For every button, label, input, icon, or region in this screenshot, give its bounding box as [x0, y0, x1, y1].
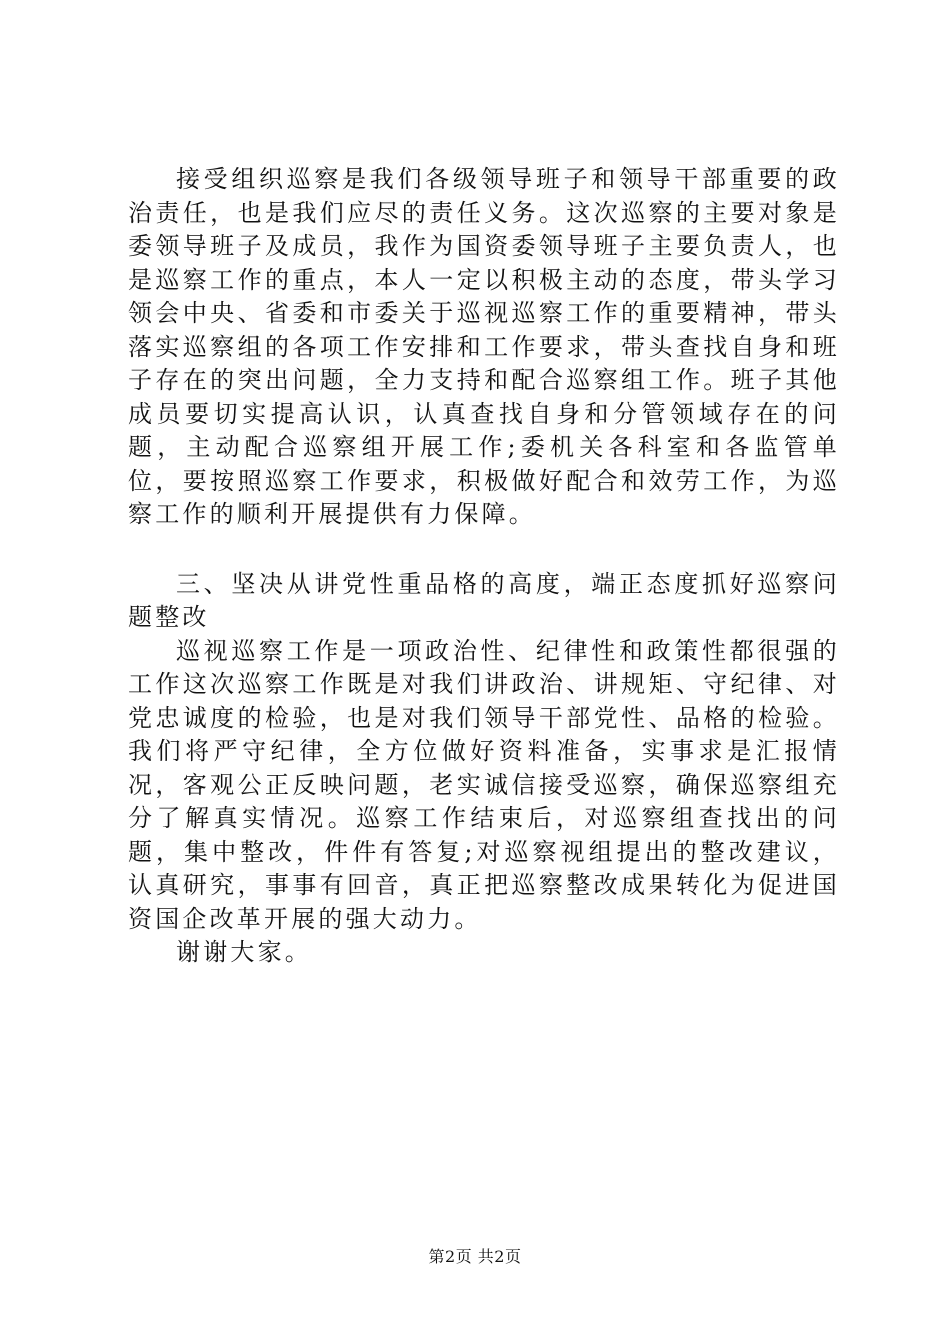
page-number-footer: 第2页 共2页 [428, 1247, 522, 1266]
paragraph-rectification: 巡视巡察工作是一项政治性、纪律性和政策性都很强的工作这次巡察工作既是对我们讲政治、讲规矩、守纪律、对党忠诚度的检验，也是对我们领导干部党性、品格的检验。我们将严守纪律，全方位做好资料准备，实事求是汇报情况，客观公正反映问题，老实诚信接受巡察，确保巡察组充分了解真实情况。巡察工作结束后，对巡察组查找出的问题，集中整改，件件有答复;对巡察视组提出的整改建议，认真研究，事事有回音，真正把巡察整改成果转化为促进国资国企改革开展的强大动力。 [128, 636, 840, 933]
section-heading-three: 三、坚决从讲党性重品格的高度，端正态度抓好巡察问题整改 [128, 569, 840, 631]
paragraph-inspection-responsibility: 接受组织巡察是我们各级领导班子和领导干部重要的政治责任，也是我们应尽的责任义务。这次巡察的主要对象是委领导班子及成员，我作为国资委领导班子主要负责人，也是巡察工作的重点，本人一定以积极主动的态度，带头学习领会中央、省委和市委关于巡视巡察工作的重要精神，带头落实巡察组的各项工作安排和工作要求，带头查找自身和班子存在的突出问题，全力支持和配合巡察组工作。班子其他成员要切实提高认识，认真查找自身和分管领域存在的问题，主动配合巡察组开展工作;委机关各科室和各监管单位，要按照巡察工作要求，积极做好配合和效劳工作，为巡察工作的顺利开展提供有力保障。 [128, 165, 840, 528]
document-body [128, 163, 840, 970]
paragraph-closing-thanks: 谢谢大家。 [176, 938, 312, 966]
paragraph-spacer [128, 532, 840, 568]
